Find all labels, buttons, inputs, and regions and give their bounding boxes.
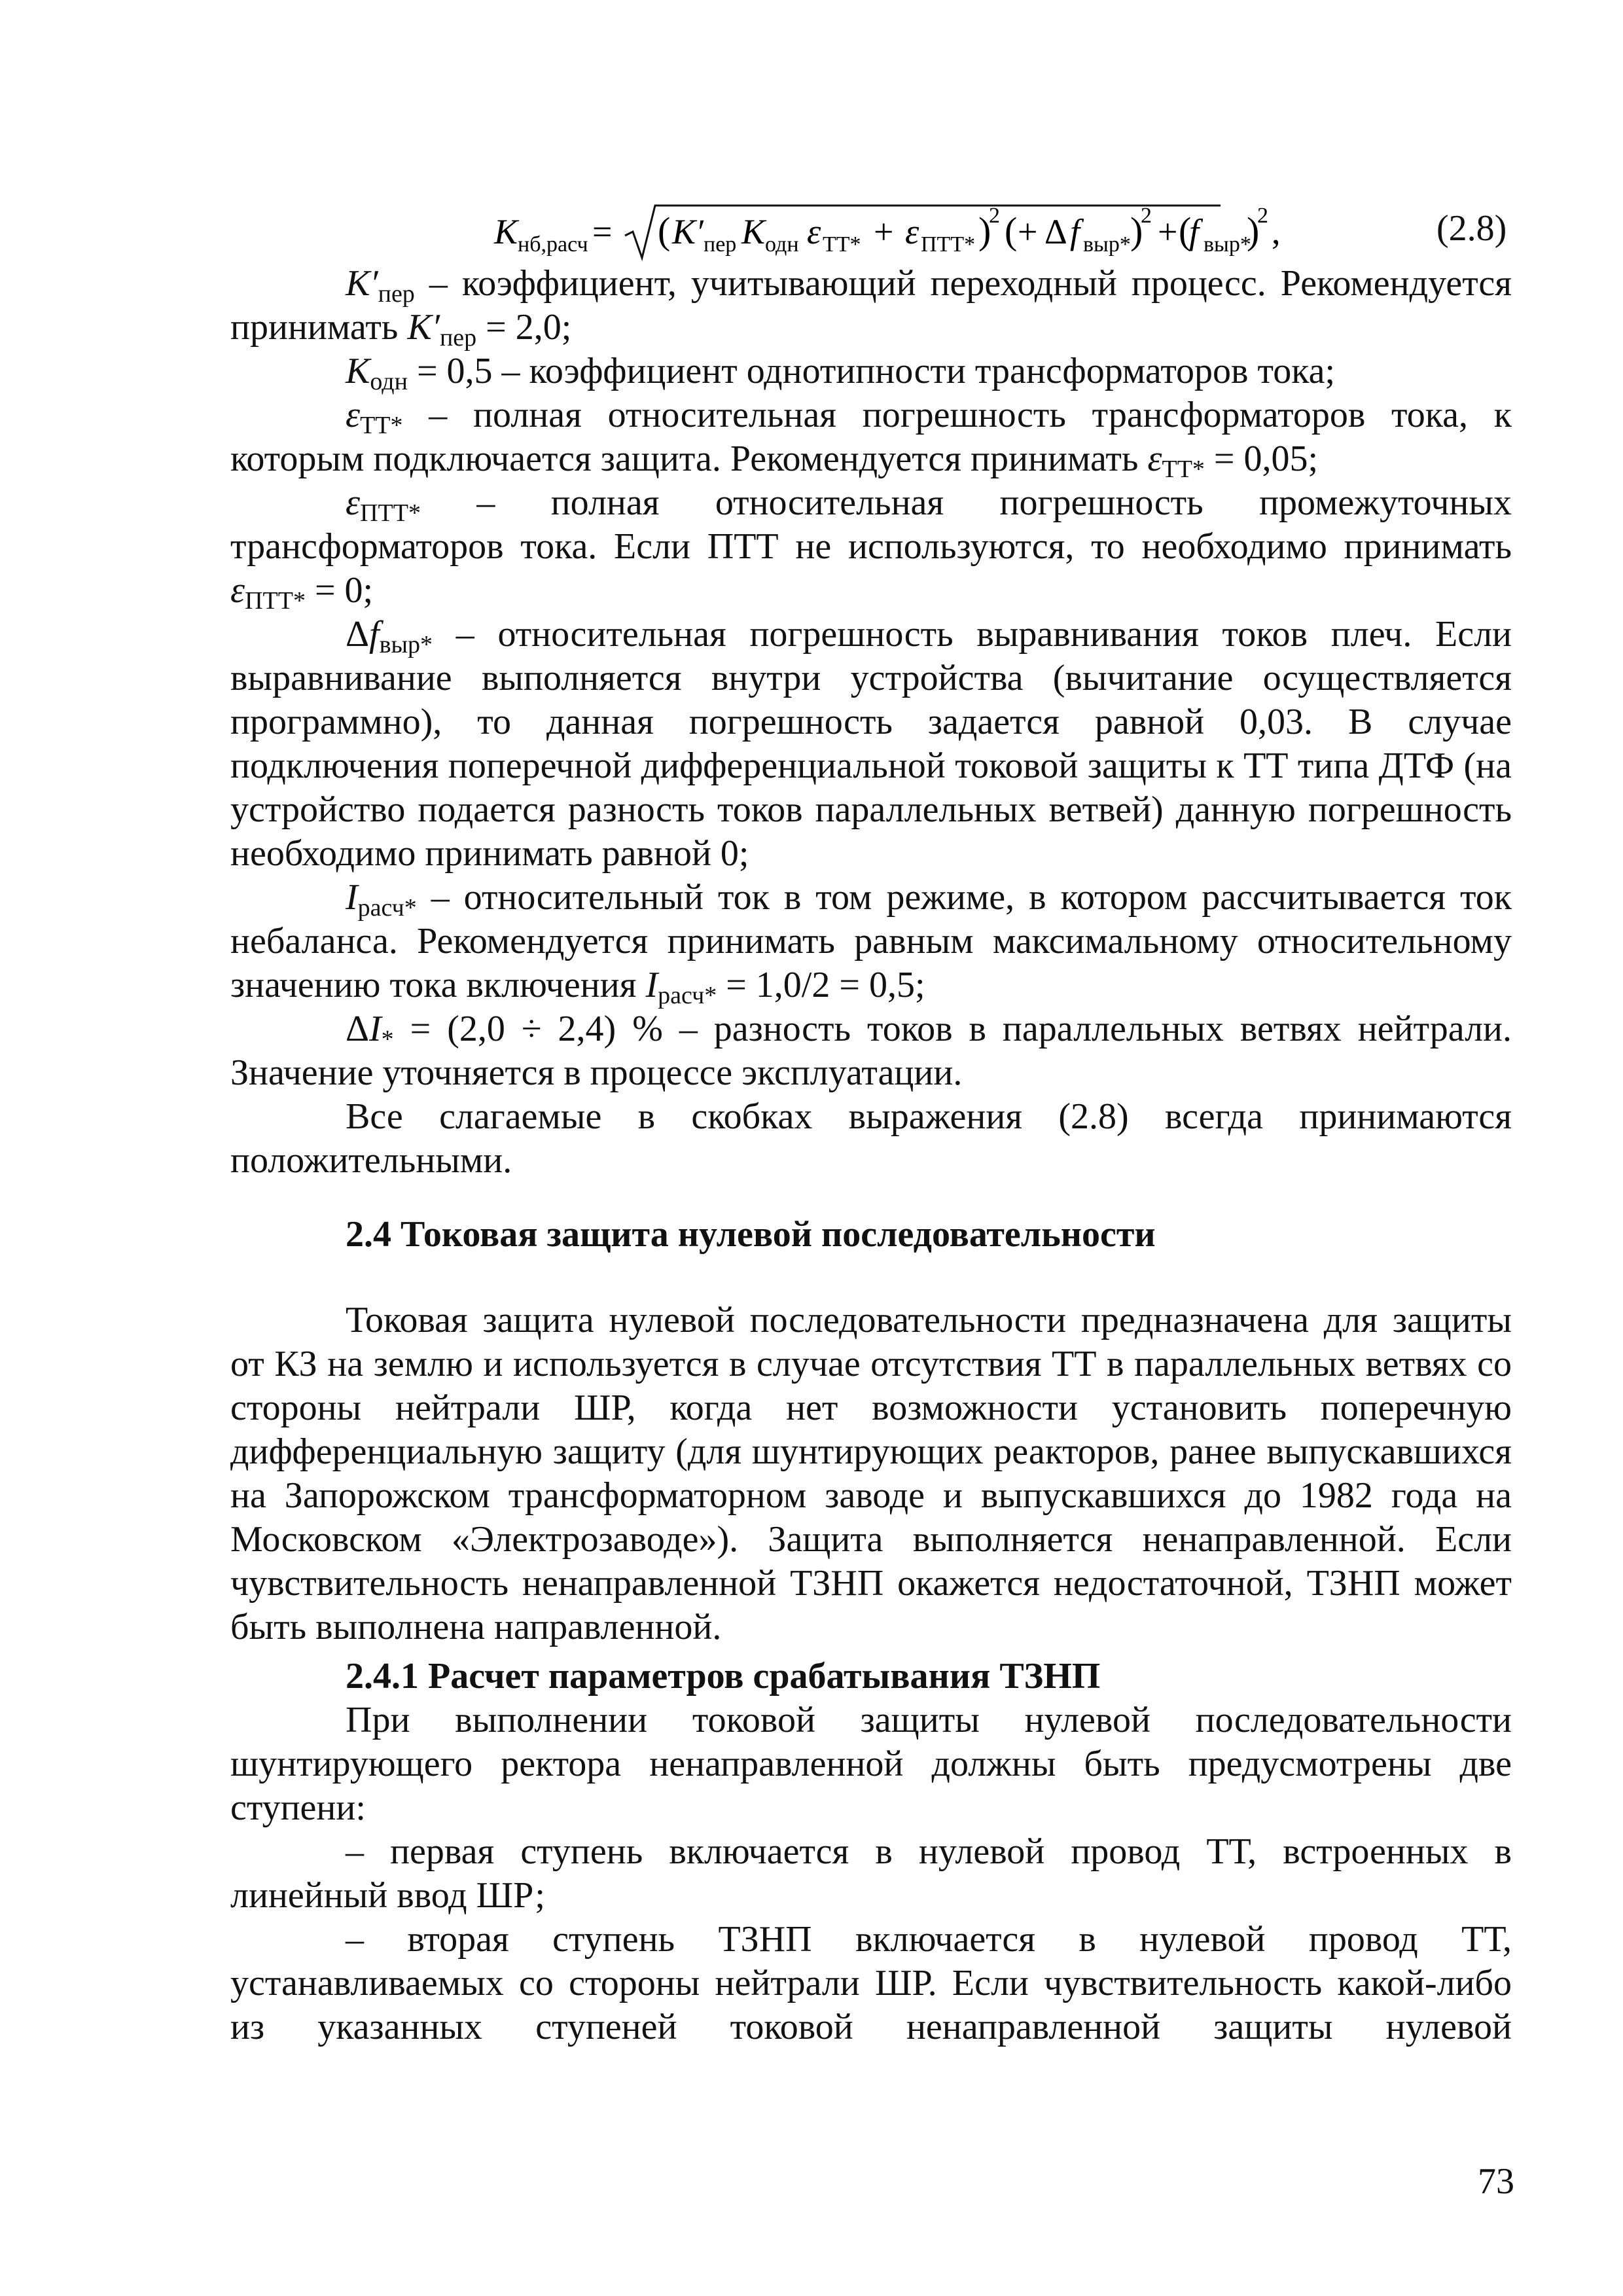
body-text [230,262,1512,2049]
symbol-k-odn-sub: одн [370,368,408,395]
symbol-k-per-sub: пер [378,280,415,308]
symbol-eps-ptt-2-sub: ПТТ* [245,587,306,615]
formula-comma: , [1272,212,1281,251]
formula-plus-delta: + Δ [1018,212,1067,251]
bracket-open-1: ( [658,209,671,252]
symbol-i-rasch-2: I [645,965,658,1005]
paragraph-k-per [230,262,1512,350]
bracket-close-3: ) [1247,209,1260,252]
symbol-delta-i: Δ [346,1009,370,1049]
symbol-eps-tt-2: ε [1147,439,1162,479]
symbol-f-vyr: f [369,614,380,655]
list-item-first-stage: – первая ступень включается в нулевой провод ТТ, встроенных в линейный ввод ШР; [230,1831,1512,1916]
formula-k-odn: K [741,212,766,251]
formula-eps-tt: ε [807,212,821,251]
section-heading-2-4-1: 2.4.1 Расчет параметров срабатывания ТЗНП [346,1656,1101,1696]
formula-2-8 [0,203,1623,262]
formula-equals: = [592,212,613,251]
paragraph-eps-ptt-end: = 0; [305,570,374,611]
symbol-i: I [369,1009,382,1049]
formula-exp-2: 2 [1141,204,1152,228]
formula-k-per-sub: пер [704,232,737,257]
bracket-close-2: ) [1130,209,1143,252]
section-2-4-body: Токовая защита нулевой последовательности предназначена для защиты от КЗ на землю и используется в случае отсутствия ТТ в параллельных ветвях со стороны нейтрали ШР, когда нет возможности установить поперечную дифференциальную защиту (для шунтирующих реакторов, ранее выпускавшихся на Запорожском трансформаторном заводе и выпускавшихся до 1982 года на Московском «Электрозаводе»). Защита выполняется ненаправленной. Если чувствительность ненаправленной ТЗНП окажется недостаточной, ТЗНП может быть выполнена направленной. [230,1300,1512,1647]
paragraph-eps-tt-end: = 0,05; [1204,439,1319,479]
symbol-delta: Δ [346,614,370,655]
symbol-eps-ptt: ε [346,482,361,523]
bracket-open-2: ( [1005,209,1018,252]
symbol-i-rasch: I [346,877,358,918]
paragraph-i-rasch-end: = 1,0/2 = 0,5; [717,965,925,1005]
paragraph-delta-i [230,1007,1512,1095]
formula-exp-3: 2 [1257,204,1268,228]
paragraph-all-terms: Все слагаемые в скобках выражения (2.8) всегда принимаются положительными. [230,1096,1512,1181]
symbol-eps-tt: ε [346,395,361,435]
formula-f2: f [1189,212,1200,251]
section-2-4-1-intro: При выполнении токовой защиты нулевой последовательности шунтирующего ректора ненаправленной должны быть предусмотрены две ступени: [230,1700,1512,1828]
symbol-eps-tt-sub: ТТ* [360,412,403,439]
symbol-i-rasch-sub: расч* [357,894,417,922]
paragraph-i-rasch [230,876,1512,1007]
list-item-second-stage: – вторая ступень ТЗНП включается в нулевой провод ТТ, устанавливаемых со стороны нейтрали ШР. Если чувствительность какой-либо из указанных ступеней токовой ненаправленной защиты нулевой [230,1919,1512,2047]
formula-lhs-sub: нб,расч [518,232,588,257]
page-number: 73 [1478,2161,1514,2202]
symbol-k-per-2-sub: пер [439,324,477,351]
symbol-k-odn: K [346,351,370,391]
paragraph-k-odn-text: = 0,5 – коэффициент однотипности трансформаторов тока; [407,351,1335,391]
formula-plus-3: + [1158,212,1178,251]
formula-lhs: K [494,212,518,251]
formula-eps-ptt-sub: ПТТ* [921,232,976,257]
formula-f2-sub: выр* [1204,232,1251,257]
paragraph-eps-ptt-text: – полная относительная погрешность промежуточных трансформаторов тока. Если ПТТ не используются, то необходимо принимать [230,482,1512,567]
symbol-k-per-2: K′ [407,307,440,348]
paragraph-i-rasch-text: – относительный ток в том режиме, в котором рассчитывается ток небаланса. Рекомендуется принимать равным максимальному относительному значению тока включения [230,877,1512,1005]
paragraph-k-per-rec: Рекомендуется принимать [230,263,1512,348]
formula-eps-ptt: ε [905,212,919,251]
formula-f1-sub: выр* [1083,232,1131,257]
formula-f1: f [1070,212,1080,251]
symbol-i-rasch-2-sub: расч* [658,982,717,1009]
paragraph-k-odn [230,350,1512,393]
paragraph-eps-tt [230,393,1512,481]
bracket-open-3: ( [1179,209,1192,252]
formula-k-odn-sub: одн [765,232,799,257]
symbol-eps-tt-2-sub: ТТ* [1162,456,1205,483]
paragraph-delta-i-text: = (2,0 ÷ 2,4) % – разность токов в параллельных ветвях нейтрали. Значение уточняется в процессе эксплуатации. [230,1009,1512,1093]
bracket-close-1: ) [978,209,991,252]
symbol-i-star: * [381,1026,394,1053]
formula-exp-1: 2 [989,204,1000,228]
paragraph-eps-ptt [230,481,1512,613]
symbol-eps-ptt-sub: ПТТ* [360,499,421,527]
symbol-eps-ptt-2: ε [230,570,245,611]
formula-k-per: K′ [672,212,704,251]
paragraph-k-per-text: – коэффициент, учитывающий переходный процесс. [414,263,1266,304]
paragraph-delta-f-text: – относительная погрешность выравнивания токов плеч. Если выравнивание выполняется внутри устройства (вычитание осуществляется программно), то данная погрешность задается равной 0,03. В случае подключения поперечной дифференциальной токовой защиты к ТТ типа ДТФ (на устройство подается разность токов параллельных ветвей) данную погрешность необходимо принимать равной 0; [230,614,1512,874]
formula-eps-tt-sub: ТТ* [823,232,861,257]
section-heading-2-4: 2.4 Токовая защита нулевой последовательности [346,1214,1156,1255]
symbol-f-vyr-sub: выр* [379,631,433,658]
formula-svg [494,203,1279,262]
paragraph-delta-f [230,613,1512,876]
symbol-k-per: K′ [346,263,378,304]
paragraph-eps-tt-text: – полная относительная погрешность трансформаторов тока, к которым подключается защита. Рекомендуется принимать [230,395,1512,479]
equation-number: (2.8) [1436,208,1507,249]
formula-plus-1: + [874,212,894,251]
paragraph-k-per-end: = 2,0; [476,307,572,348]
